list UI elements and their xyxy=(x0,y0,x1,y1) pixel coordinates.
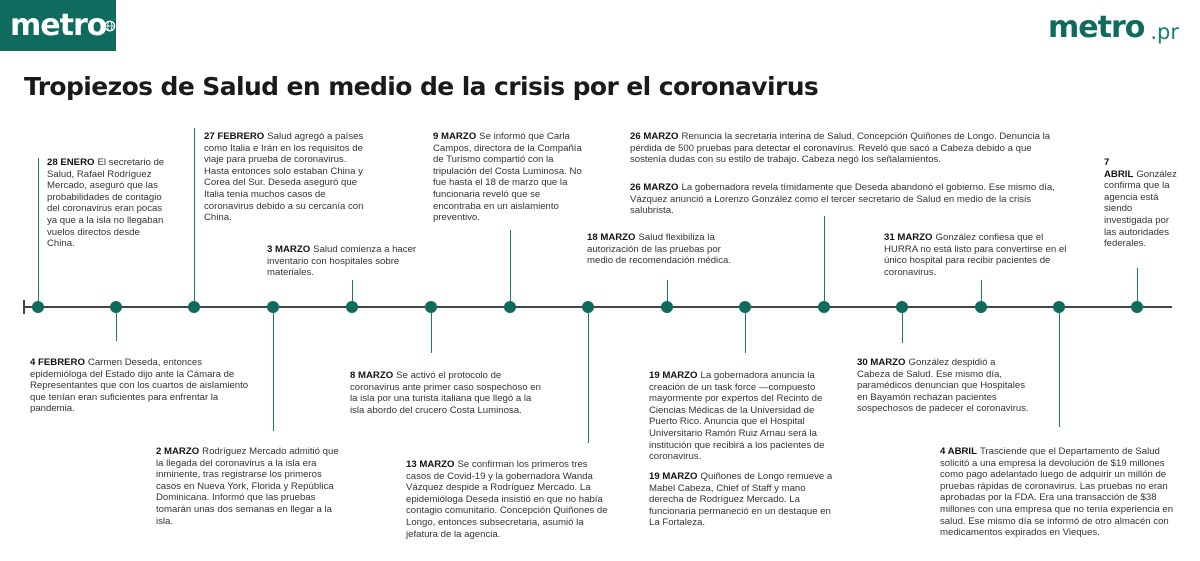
timeline-dot-4-abril[interactable] xyxy=(1053,301,1065,313)
stem-4-abril xyxy=(1059,313,1060,427)
event-text: Se activó el protocolo de coronavirus ante primer caso sospechoso en la isla por una turista italiana que llegó a la isla abordo del crucero Costa Luminosa. xyxy=(350,370,541,416)
event-date: 4 FEBRERO xyxy=(30,357,85,368)
event-date: 27 FEBRERO xyxy=(204,131,265,142)
event-13-marzo xyxy=(406,459,614,540)
event-date: 4 ABRIL xyxy=(940,446,977,457)
event-3-marzo xyxy=(267,244,439,279)
event-text: Renuncia la secretaria interina de Salud, Concepción Quiñones de Longo. Denuncia la pérdida de 500 pruebas para detectar el coronavirus. Reveló que sacó a Cabeza debido a que sostenía dudas con su estilo de trabajo. Cabeza negó los señalamientos. xyxy=(630,131,1051,166)
event-31-marzo xyxy=(884,232,1074,278)
stem-3-marzo xyxy=(352,280,353,301)
event-28-enero xyxy=(47,157,169,250)
event-text: Carmen Deseda, entonces epidemióloga del Estado dijo ante la Cámara de Representantes que con los cuartos de aislamiento que tenían eran suficientes para enfrentar la pandemia. xyxy=(30,357,249,415)
event-text: Se confirman los primeros tres casos de Covid-19 y la gobernadora Wanda Vázquez despide a Rodríguez Mercado. La epidemióloga Deseda insistió en que no había contagio comunitario. Concepción Quiñones de Longo, entonces subsecretaria, asumió la jefatura de la agencia. xyxy=(406,459,608,540)
event-4-abril xyxy=(940,446,1176,539)
event-18-marzo xyxy=(587,232,747,267)
event-date: 26 MARZO xyxy=(630,182,679,193)
stem-7-abril xyxy=(1137,268,1138,301)
event-text: González despidió a Cabeza de Salud. Ese mismo día, paramédicos denuncian que Hospitales en Bayamón rechazan pacientes sospechosos de padecer el coronavirus. xyxy=(857,357,1029,415)
stem-2-marzo xyxy=(273,313,274,431)
event-date: 28 ENERO xyxy=(47,157,95,168)
globe-icon xyxy=(104,15,116,37)
stem-31-marzo xyxy=(981,280,982,301)
timeline-dot-27-febrero[interactable] xyxy=(188,301,200,313)
timeline-dot-9-marzo[interactable] xyxy=(504,301,516,313)
event-date: 3 MARZO xyxy=(267,244,311,255)
stem-8-marzo xyxy=(431,313,432,353)
event-2-marzo xyxy=(156,446,341,527)
event-9-marzo xyxy=(433,131,583,224)
metro-logo-text: metro xyxy=(10,8,107,43)
event-text: Salud agregó a países como Italia e Irán en los requisitos de viaje para prueba de coronavirus. Hasta entonces solo estaban China y Corea del Sur. Deseda aseguró que Italia tenía muchos casos de coronavirus debido a su cercanía con China. xyxy=(204,131,364,224)
stem-9-marzo xyxy=(510,230,511,301)
event-text: Salud comienza a hacer inventario con hospitales sobre materiales. xyxy=(267,244,417,279)
event-19-marzo-b xyxy=(649,471,834,529)
event-date: 13 MARZO xyxy=(406,459,455,470)
event-date: 30 MARZO xyxy=(857,357,906,368)
event-text: Trasciende que el Departamento de Salud solicitó a una empresa la devolución de $19 millones como pago adelantado luego de adquirir un millón de pruebas rápidas de coronavirus. Las pruebas no eran aprobadas por la FDA. Era una transacción de $38 millones con una empresa que no tenía experiencia en salud. Ese mismo día se informó de otro almacén con medicamentos expirados en Vieques. xyxy=(940,446,1174,539)
event-text: El secretario de Salud, Rafael Rodríguez Mercado, aseguró que las probabilidades de contagio del coronavirus eran pocas ya que a la isla no llegaban vuelos directos desde China. xyxy=(47,157,165,250)
event-text: Rodríguez Mercado admitió que la llegada del coronavirus a la isla era inminente, tras registrarse los primeros casos en Nueva York, Florida y República Dominicana. Informó que las pruebas tomarán unas dos semanas en llegar a la isla. xyxy=(156,446,339,527)
event-date: 18 MARZO xyxy=(587,232,636,243)
stem-13-marzo xyxy=(588,313,589,443)
stem-27-febrero xyxy=(194,128,195,301)
timeline-dot-19-marzo[interactable] xyxy=(739,301,751,313)
timeline-dot-7-abril[interactable] xyxy=(1131,301,1143,313)
event-date: 9 MARZO xyxy=(433,131,477,142)
stem-19-marzo xyxy=(745,313,746,353)
event-4-febrero xyxy=(30,357,255,415)
event-30-marzo xyxy=(857,357,1030,415)
timeline-dot-4-febrero[interactable] xyxy=(110,301,122,313)
event-26-marzo-b xyxy=(630,182,1065,217)
metro-logo[interactable] xyxy=(0,0,116,51)
event-text: Salud flexibiliza la autorización de las pruebas por medio de recomendación médica. xyxy=(587,232,731,267)
event-text: González confiesa que el HURRA no está listo para convertirse en el único hospital para recibir pacientes de coronavirus. xyxy=(884,232,1067,278)
metro-pr-logo[interactable] xyxy=(1048,10,1179,45)
page-title: Tropiezos de Salud en medio de la crisis por el coronavirus xyxy=(24,72,819,101)
metro-pr-suffix: .pr xyxy=(1150,19,1179,44)
timeline-dot-30-marzo[interactable] xyxy=(896,301,908,313)
stem-4-febrero xyxy=(116,313,117,341)
event-text: Quiñones de Longo remueve a Mabel Cabeza, Chief of Staff y mano derecha de Rodríguez Mercado. La funcionaria permaneció en un destaque en La Fortaleza. xyxy=(649,471,833,529)
event-date: 31 MARZO xyxy=(884,232,933,243)
stem-26-marzo xyxy=(824,216,825,301)
event-date: 8 MARZO xyxy=(350,370,394,381)
event-27-febrero xyxy=(204,131,374,224)
timeline-dot-31-marzo[interactable] xyxy=(975,301,987,313)
timeline-dot-18-marzo[interactable] xyxy=(661,301,673,313)
stem-30-marzo xyxy=(902,313,903,343)
timeline-dot-28-enero[interactable] xyxy=(32,301,44,313)
event-date: 26 MARZO xyxy=(630,131,679,142)
stem-28-enero xyxy=(38,158,39,301)
timeline-dot-8-marzo[interactable] xyxy=(425,301,437,313)
event-8-marzo xyxy=(350,370,548,416)
timeline-dot-13-marzo[interactable] xyxy=(582,301,594,313)
metro-pr-logo-text: metro xyxy=(1048,10,1145,45)
event-date: 19 MARZO xyxy=(649,370,698,381)
event-date: 2 MARZO xyxy=(156,446,200,457)
timeline-dot-26-marzo[interactable] xyxy=(818,301,830,313)
event-date: 19 MARZO xyxy=(649,471,698,482)
event-19-marzo-a xyxy=(649,370,839,463)
stem-18-marzo xyxy=(667,280,668,301)
event-text: Se informó que Carla Campos, directora de la Compañía de Turismo compartió con la tripulación del Costa Luminosa. No fue hasta el 18 de marzo que la funcionaria reveló que se encontraba en un aislamiento preventivo. xyxy=(433,131,582,224)
event-26-marzo-a xyxy=(630,131,1065,166)
event-text: González confirma que la agencia está siendo investigada por las autoridades federales. xyxy=(1104,168,1177,250)
timeline-dot-3-marzo[interactable] xyxy=(346,301,358,313)
event-text: La gobernadora anuncia la creación de un task force —compuesto mayormente por expertos del Recinto de Ciencias Médicas de la Universidad de Puerto Rico. Anuncia que el Hospital Universitario Ramón Ruiz Arnau será la institución que recibirá a los pacientes de coronavirus. xyxy=(649,370,825,463)
event-text: La gobernadora revela tímidamente que Deseda abandonó el gobierno. Ese mismo día, Vázquez anunció a Lorenzo González como el tercer secretario de Salud en medio de la crisis salubrista. xyxy=(630,182,1055,217)
event-7-abril xyxy=(1104,157,1176,250)
timeline-dot-2-marzo[interactable] xyxy=(267,301,279,313)
event-date: 7 ABRIL xyxy=(1104,157,1134,180)
